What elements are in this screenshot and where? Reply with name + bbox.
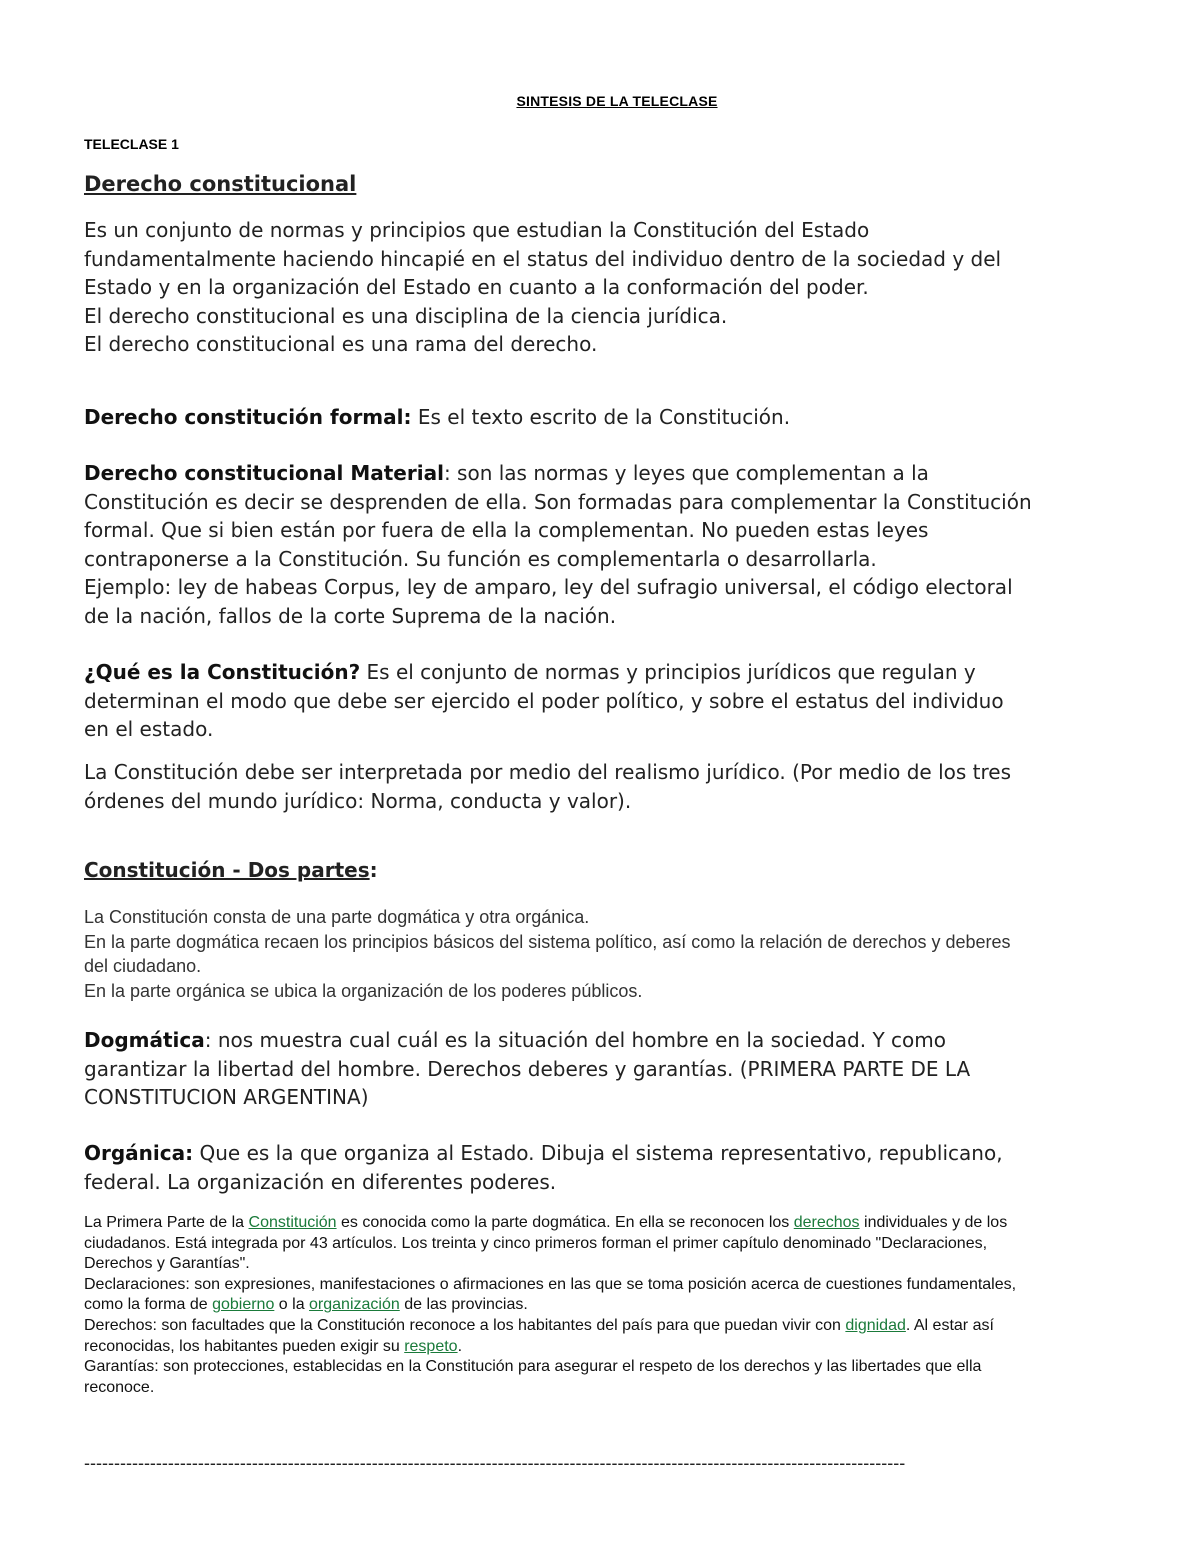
paragraph-interpretacion — [84, 758, 1164, 815]
text-line: La Constitución debe ser interpretada por medio del realismo jurídico. (Por medio de los tres — [84, 760, 1011, 784]
text-fragment: . Al estar así — [905, 1316, 994, 1334]
text-line: La Constitución consta de una parte dogmática y otra orgánica. — [84, 907, 590, 927]
document-title: SINTESIS DE LA TELECLASE — [516, 93, 718, 109]
dos-partes-heading-text: Constitución - Dos partes — [84, 858, 370, 882]
text-fragment: reconocidas, los habitantes pueden exigir su — [84, 1337, 405, 1355]
text-line: Garantías: son protecciones, establecidas en la Constitución para asegurar el respeto de los derechos y las libertades que ella — [84, 1358, 982, 1376]
text-fragment: . — [457, 1337, 463, 1355]
separator-line: ----------------------------------------------------------------------------------------------------------------------------------------- — [84, 1453, 906, 1473]
term-que-es: ¿Qué es la Constitución? — [84, 660, 361, 684]
text-line: reconoce. — [84, 1378, 155, 1396]
term-formal: Derecho constitución formal: — [84, 405, 412, 429]
link-respeto[interactable]: respeto — [404, 1337, 458, 1355]
text-line: : nos muestra cual cuál es la situación del hombre en la sociedad. Y como — [204, 1028, 946, 1052]
text-line: Declaraciones: son expresiones, manifestaciones o afirmaciones en las que se toma posición acerca de cuestiones fundamentales, — [84, 1275, 1017, 1293]
text-line: Es el conjunto de normas y principios jurídicos que regulan y — [360, 660, 976, 684]
paragraph-dos-partes — [84, 905, 1174, 1003]
link-gobierno[interactable]: gobierno — [212, 1296, 275, 1314]
teleclase-label: TELECLASE 1 — [84, 136, 179, 152]
paragraph-formal — [84, 403, 1164, 432]
term-dogmatica: Dogmática — [84, 1028, 205, 1052]
text-line: Que es la que organiza al Estado. Dibuja el sistema representativo, republicano, — [193, 1141, 1003, 1165]
text-line: del ciudadano. — [84, 956, 202, 976]
text-line: determinan el modo que debe ser ejercido el poder político, y sobre el estatus del individuo — [84, 688, 1004, 713]
text-line: garantizar la libertad del hombre. Derechos deberes y garantías. (PRIMERA PARTE DE LA — [84, 1056, 971, 1081]
text-line: contraponerse a la Constitución. Su función es complementarla o desarrollarla. — [84, 546, 877, 571]
text-formal: Es el texto escrito de la Constitución. — [411, 405, 791, 429]
text-line: ciudadanos. Está integrada por 43 artículos. Los treinta y cinco primeros forman el primer capítulo denominado "Declaraciones, — [84, 1234, 988, 1252]
paragraph-dogmatica — [84, 1026, 1164, 1112]
text-line: en el estado. — [84, 717, 214, 741]
text-fragment: o la — [274, 1296, 310, 1314]
paragraph-organica — [84, 1139, 1164, 1196]
link-derechos[interactable]: derechos — [793, 1214, 860, 1231]
text-line: : son las normas y leyes que complementan a la — [443, 461, 929, 485]
text-line: Es un conjunto de normas y principios que estudian la Constitución del Estado — [84, 218, 870, 242]
text-fragment: es conocida como la parte dogmática. En ella se reconocen los — [336, 1214, 794, 1231]
paragraph-material — [84, 459, 1174, 630]
text-line: federal. La organización en diferentes poderes. — [84, 1169, 557, 1194]
link-constitucion[interactable]: Constitución — [248, 1214, 337, 1231]
paragraph-que-es — [84, 658, 1164, 744]
text-fragment: Derechos: son facultades que la Constitución reconoce a los habitantes del país para que puedan vivir con — [84, 1316, 846, 1334]
text-line: formal. Que si bien están por fuera de ella la complementan. No pueden estas leyes — [84, 518, 929, 542]
text-line: Ejemplo: ley de habeas Corpus, ley de amparo, ley del sufragio universal, el código electoral — [84, 575, 1013, 599]
text-fragment: individuales y de los — [859, 1214, 1008, 1231]
text-line: órdenes del mundo jurídico: Norma, conducta y valor). — [84, 788, 632, 813]
section-heading-dos-partes — [84, 858, 378, 882]
text-fragment: como la forma de — [84, 1296, 213, 1314]
section-heading-derecho-constitucional: Derecho constitucional — [84, 172, 357, 196]
paragraph-primera-parte — [84, 1213, 1144, 1398]
text-line: El derecho constitucional es una rama del derecho. — [84, 332, 598, 356]
text-line: CONSTITUCION ARGENTINA) — [84, 1085, 369, 1109]
text-fragment: de las provincias. — [399, 1296, 528, 1314]
text-line: Estado y en la organización del Estado en cuanto a la conformación del poder. — [84, 275, 869, 299]
text-line: En la parte dogmática recaen los principios básicos del sistema político, así como la relación de derechos y deberes — [84, 931, 1011, 952]
text-line: de la nación, fallos de la corte Suprema de la nación. — [84, 603, 617, 628]
term-organica: Orgánica: — [84, 1141, 194, 1165]
link-dignidad[interactable]: dignidad — [845, 1316, 906, 1334]
text-fragment: La Primera Parte de la — [84, 1214, 249, 1231]
text-line: Derechos y Garantías". — [84, 1255, 250, 1273]
dos-partes-colon: : — [369, 858, 378, 882]
text-line: fundamentalmente haciendo hincapié en el status del individuo dentro de la sociedad y del — [84, 246, 1002, 271]
text-line: El derecho constitucional es una disciplina de la ciencia jurídica. — [84, 303, 728, 328]
text-line: En la parte orgánica se ubica la organización de los poderes públicos. — [84, 980, 643, 1001]
term-material: Derecho constitucional Material — [84, 461, 444, 485]
text-line: Constitución es decir se desprenden de ella. Son formadas para complementar la Constitución — [84, 489, 1032, 514]
link-organizacion[interactable]: organización — [309, 1296, 400, 1314]
paragraph-definition — [84, 216, 1164, 359]
